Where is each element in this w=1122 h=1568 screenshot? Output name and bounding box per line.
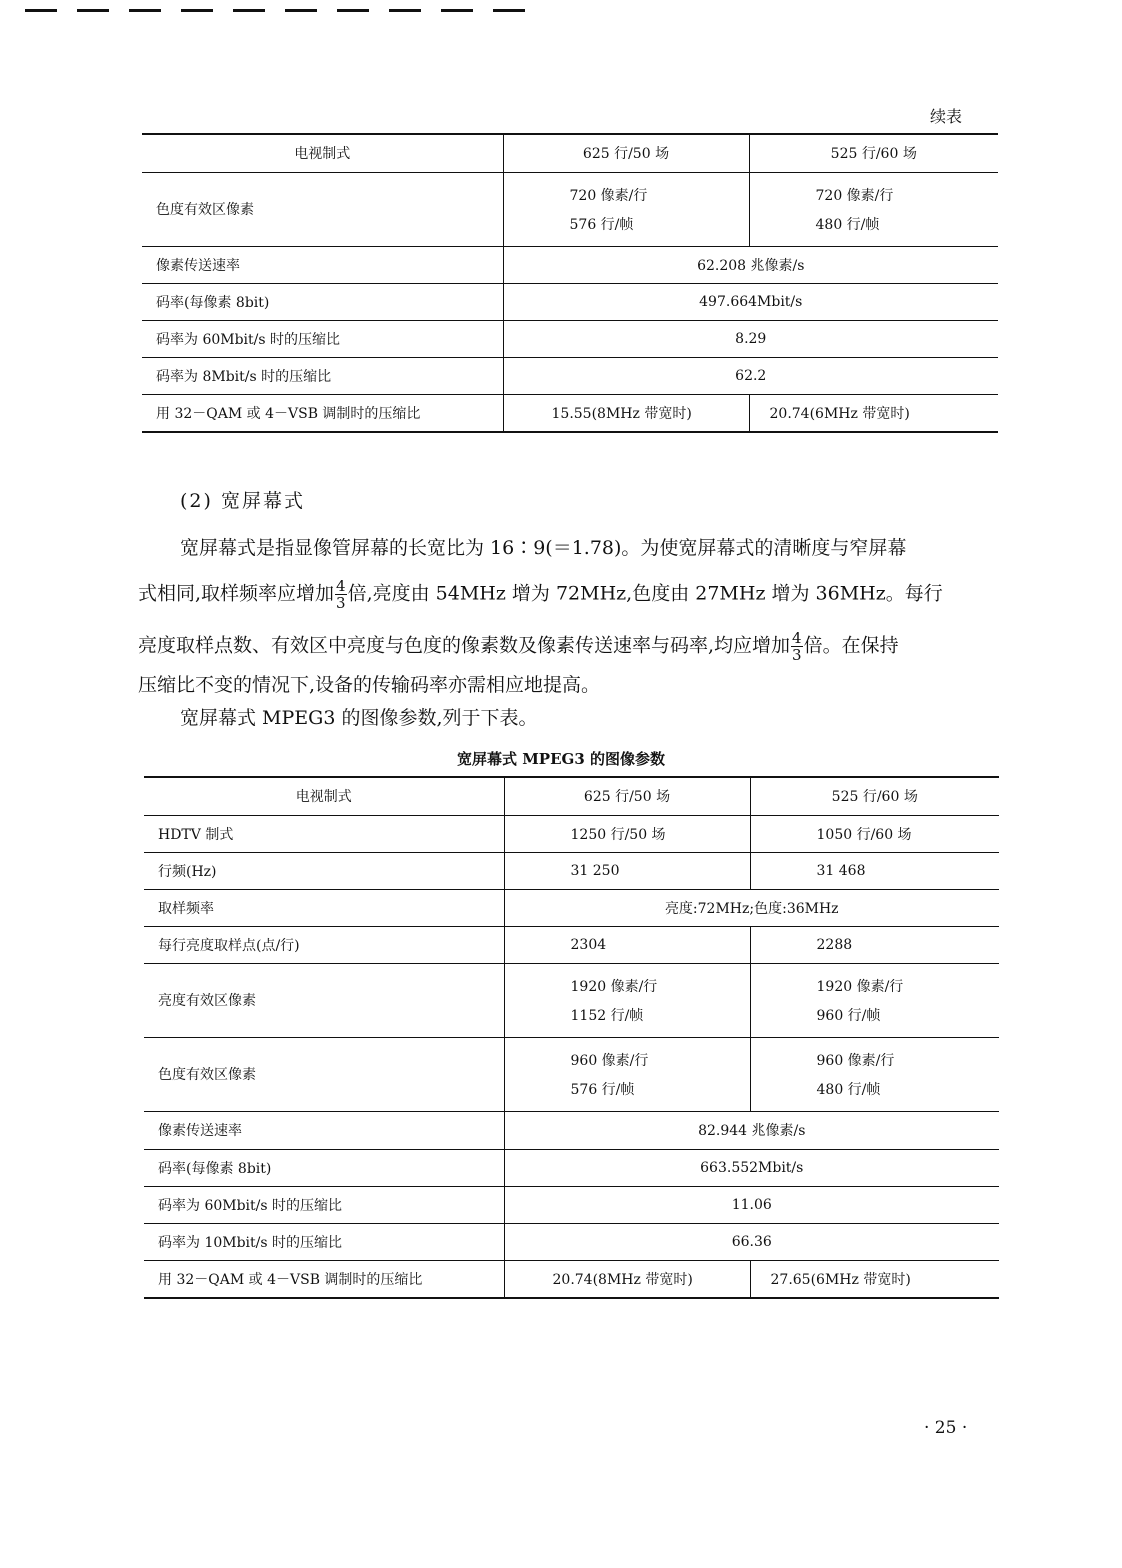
fraction-denominator: 3 xyxy=(336,594,346,612)
table-row xyxy=(144,1223,999,1260)
cell-625: 15.55(8MHz 带宽时) xyxy=(503,394,749,432)
table-header-row xyxy=(142,134,998,172)
merged-cell: 62.2 xyxy=(503,357,998,394)
paragraph-line xyxy=(138,630,1004,663)
fraction-denominator: 3 xyxy=(792,646,802,664)
header-cell: 电视制式 xyxy=(295,789,352,806)
fraction-numerator: 4 xyxy=(336,577,346,595)
table-row xyxy=(144,963,999,1037)
fraction-numerator: 4 xyxy=(792,629,802,647)
row-label: 每行亮度取样点(点/行) xyxy=(158,937,300,954)
row-label: 码率为 8Mbit/s 时的压缩比 xyxy=(156,368,332,385)
cell-line: 960 像素/行 xyxy=(570,1052,649,1069)
merged-cell: 亮度:72MHz;色度:36MHz xyxy=(504,889,999,926)
cell-625: 1250 行/50 场 xyxy=(504,815,750,852)
cell-625: 2304 xyxy=(504,926,750,963)
cell-525: 27.65(6MHz 带宽时) xyxy=(750,1260,999,1298)
table-caption: 宽屏幕式 MPEG3 的图像参数 xyxy=(456,750,665,768)
row-label: 码率(每像素 8bit) xyxy=(156,294,270,311)
row-label: 取样频率 xyxy=(158,900,214,917)
table-continued xyxy=(142,133,998,433)
cell-525: 1050 行/60 场 xyxy=(750,815,999,852)
row-label: HDTV 制式 xyxy=(158,826,234,843)
table-row xyxy=(142,357,998,394)
header-cell: 525 行/60 场 xyxy=(750,777,999,815)
table-row xyxy=(144,1186,999,1223)
cell-line: 960 行/帧 xyxy=(816,1007,881,1024)
fraction xyxy=(791,630,803,663)
cell-525: 20.74(6MHz 带宽时) xyxy=(749,394,998,432)
table-row xyxy=(144,1149,999,1186)
row-label: 码率为 60Mbit/s 时的压缩比 xyxy=(158,1197,343,1214)
page-number: · 25 · xyxy=(924,1418,968,1438)
cell-625 xyxy=(504,1037,750,1111)
row-label: 用 32－QAM 或 4－VSB 调制时的压缩比 xyxy=(156,405,421,422)
table-row xyxy=(144,815,999,852)
top-dashed-rule xyxy=(25,9,530,12)
row-label: 亮度有效区像素 xyxy=(158,993,256,1009)
merged-cell: 663.552Mbit/s xyxy=(504,1149,999,1186)
row-label: 用 32－QAM 或 4－VSB 调制时的压缩比 xyxy=(158,1271,423,1288)
table-row xyxy=(142,283,998,320)
header-cell: 625 行/50 场 xyxy=(504,777,750,815)
header-cell: 电视制式 xyxy=(294,146,351,163)
cell-line: 720 像素/行 xyxy=(815,187,894,204)
cell-625 xyxy=(504,963,750,1037)
table-row xyxy=(142,394,998,432)
cell-line: 1152 行/帧 xyxy=(570,1007,644,1024)
cell-line: 720 像素/行 xyxy=(569,187,648,204)
row-label: 行频(Hz) xyxy=(158,863,217,880)
table-row xyxy=(142,172,998,246)
paragraph-line xyxy=(138,578,1004,611)
section-heading: (2) 宽屏幕式 xyxy=(180,490,305,512)
table-row xyxy=(144,889,999,926)
table-row xyxy=(144,1111,999,1149)
text-run: 式相同,取样频率应增加 xyxy=(138,582,335,605)
fraction xyxy=(335,578,347,611)
header-cell: 525 行/60 场 xyxy=(749,134,998,172)
row-label: 像素传送速率 xyxy=(156,257,240,274)
row-label: 码率为 60Mbit/s 时的压缩比 xyxy=(156,331,341,348)
table-header-row xyxy=(144,777,999,815)
text-run: 倍。在保持 xyxy=(803,634,899,657)
cell-line: 480 行/帧 xyxy=(815,216,880,233)
merged-cell: 82.944 兆像素/s xyxy=(504,1111,999,1149)
cell-525 xyxy=(750,963,999,1037)
table-row xyxy=(144,926,999,963)
cell-line: 1920 像素/行 xyxy=(570,978,658,995)
text-run: 亮度取样点数、有效区中亮度与色度的像素数及像素传送速率与码率,均应增加 xyxy=(138,634,791,657)
cell-line: 576 行/帧 xyxy=(570,1081,635,1098)
table-row xyxy=(144,852,999,889)
merged-cell: 11.06 xyxy=(504,1186,999,1223)
cell-line: 960 像素/行 xyxy=(816,1052,895,1069)
cell-line: 1920 像素/行 xyxy=(816,978,904,995)
cell-525: 31 468 xyxy=(750,852,999,889)
table-mpeg3-parameters xyxy=(144,776,999,1299)
cell-625 xyxy=(503,172,749,246)
table-row xyxy=(144,1037,999,1111)
merged-cell: 8.29 xyxy=(503,320,998,357)
cell-line: 576 行/帧 xyxy=(569,216,634,233)
row-label: 码率(每像素 8bit) xyxy=(158,1160,272,1177)
cell-525: 2288 xyxy=(750,926,999,963)
cell-525 xyxy=(749,172,998,246)
cell-line: 480 行/帧 xyxy=(816,1081,881,1098)
table-row xyxy=(142,246,998,283)
continued-label: 续表 xyxy=(930,107,963,126)
row-label: 色度有效区像素 xyxy=(158,1067,256,1083)
merged-cell: 497.664Mbit/s xyxy=(503,283,998,320)
row-label: 色度有效区像素 xyxy=(156,202,254,218)
row-label: 像素传送速率 xyxy=(158,1123,242,1139)
merged-cell: 62.208 兆像素/s xyxy=(503,246,998,283)
header-cell: 625 行/50 场 xyxy=(503,134,749,172)
merged-cell: 66.36 xyxy=(504,1223,999,1260)
paragraph-line: 宽屏幕式 MPEG3 的图像参数,列于下表。 xyxy=(180,707,538,729)
table-row xyxy=(142,320,998,357)
cell-625: 20.74(8MHz 带宽时) xyxy=(504,1260,750,1298)
paragraph-line: 宽屏幕式是指显像管屏幕的长宽比为 16∶9(＝1.78)。为使宽屏幕式的清晰度与窄屏幕 xyxy=(180,537,907,559)
cell-625: 31 250 xyxy=(504,852,750,889)
table-row xyxy=(144,1260,999,1298)
paragraph-line: 压缩比不变的情况下,设备的传输码率亦需相应地提高。 xyxy=(138,674,601,696)
text-run: 倍,亮度由 54MHz 增为 72MHz,色度由 27MHz 增为 36MHz。每行 xyxy=(347,582,943,605)
row-label: 码率为 10Mbit/s 时的压缩比 xyxy=(158,1234,343,1251)
cell-525 xyxy=(750,1037,999,1111)
